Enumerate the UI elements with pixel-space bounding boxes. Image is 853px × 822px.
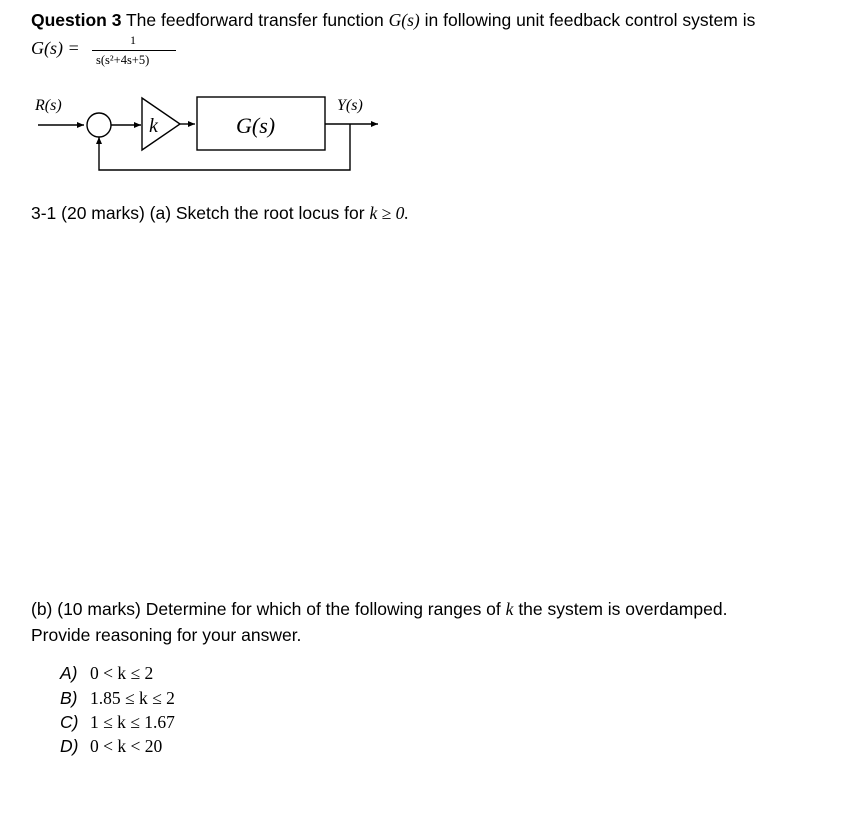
gain-label: k xyxy=(149,115,158,137)
output-label: Y(s) xyxy=(337,97,363,114)
option-b: B) 1.85 ≤ k ≤ 2 xyxy=(60,688,175,708)
part-a-text: 3-1 (20 marks) (a) Sketch the root locus for k ≥ 0. xyxy=(31,203,409,223)
part-b-line2: Provide reasoning for your answer. xyxy=(31,625,302,645)
part-a-condition: k ≥ 0. xyxy=(369,203,409,223)
part-b-line1: (b) (10 marks) Determine for which of the following ranges of k the system is overdamped. xyxy=(31,599,728,619)
input-label: R(s) xyxy=(35,97,62,114)
option-c: C) 1 ≤ k ≤ 1.67 xyxy=(60,712,175,732)
tf-numerator: 1 xyxy=(130,33,136,47)
question-intro-after: in following unit feedback control system is xyxy=(424,10,756,30)
option-d: D) 0 < k < 20 xyxy=(60,736,163,756)
question-heading: Question 3 xyxy=(31,10,122,30)
question-intro-before: The feedforward transfer function xyxy=(125,10,384,30)
gain-block xyxy=(142,98,180,150)
plant-label: G(s) xyxy=(236,113,276,138)
option-a: A) 0 < k ≤ 2 xyxy=(60,663,154,683)
question-intro-func: G(s) xyxy=(388,10,420,30)
transfer-function-lhs: G(s) = xyxy=(31,38,80,58)
tf-denominator: s(s²+4s+5) xyxy=(96,53,150,67)
part-b-var: k xyxy=(505,599,514,619)
summing-junction xyxy=(87,113,111,137)
